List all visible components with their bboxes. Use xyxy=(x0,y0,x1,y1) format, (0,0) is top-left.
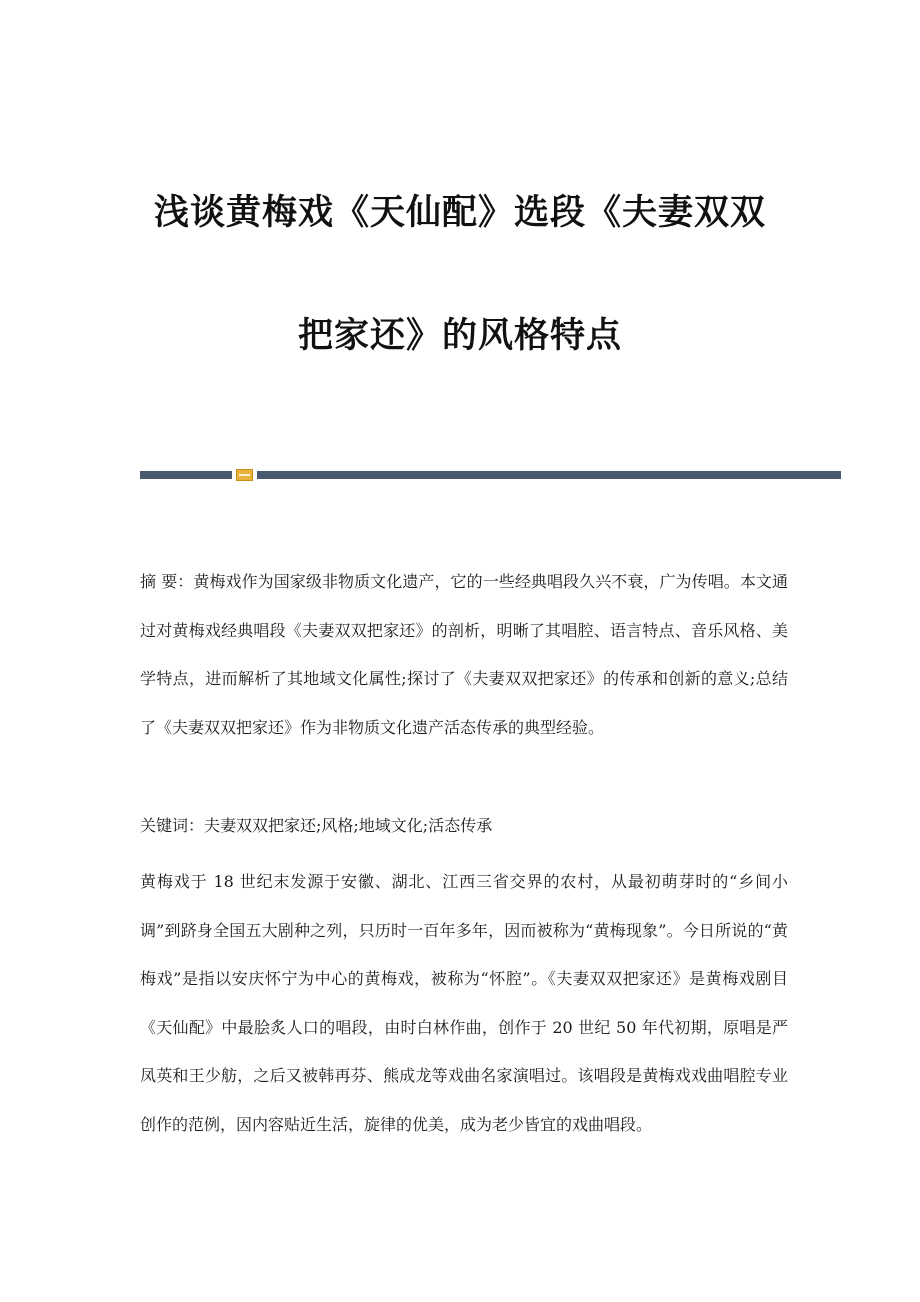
abstract-label: 摘 要： xyxy=(140,572,194,591)
abstract-text: 黄梅戏作为国家级非物质文化遗产，它的一些经典唱段久兴不衰，广为传唱。本文通过对黄梅戏经典唱段《夫妻双双把家还》的剖析，明晰了其唱腔、语言特点、音乐风格、美学特点，进而解析了其地域文化属性;探讨了《夫妻双双把家还》的传承和创新的意义;总结了《夫妻双双把家还》作为非物质文化遗产活态传承的典型经验。 xyxy=(140,572,788,737)
divider-bar-left xyxy=(140,471,232,479)
document-title-line-2: 把家还》的风格特点 xyxy=(297,316,622,356)
keywords-text: 夫妻双双把家还;风格;地域文化;活态传承 xyxy=(204,816,493,835)
body-paragraph: 黄梅戏于 18 世纪末发源于安徽、湖北、江西三省交界的农村，从最初萌芽时的“乡间小调”到跻身全国五大剧种之列，只历时一百年多年，因而被称为“黄梅现象”。今日所说的“黄梅戏”是指以安庆怀宁为中心的黄梅戏，被称为“怀腔”。《夫妻双双把家还》是黄梅戏剧目《天仙配》中最脍炙人口的唱段，由时白林作曲，创作于 20 世纪 50 年代初期，原唱是严凤英和王少舫，之后又被韩再芬、熊成龙等戏曲名家演唱过。该唱段是黄梅戏戏曲唱腔专业创作的范例，因内容贴近生活，旋律的优美，成为老少皆宜的戏曲唱段。 xyxy=(140,872,788,1134)
keywords-paragraph xyxy=(140,802,788,851)
divider-ornament-icon xyxy=(236,469,253,481)
document-title-line-1: 浅谈黄梅戏《天仙配》选段《夫妻双双 xyxy=(153,193,766,233)
abstract-paragraph xyxy=(140,558,788,752)
keywords-label: 关键词： xyxy=(140,816,205,835)
divider-bar-right xyxy=(257,471,841,479)
